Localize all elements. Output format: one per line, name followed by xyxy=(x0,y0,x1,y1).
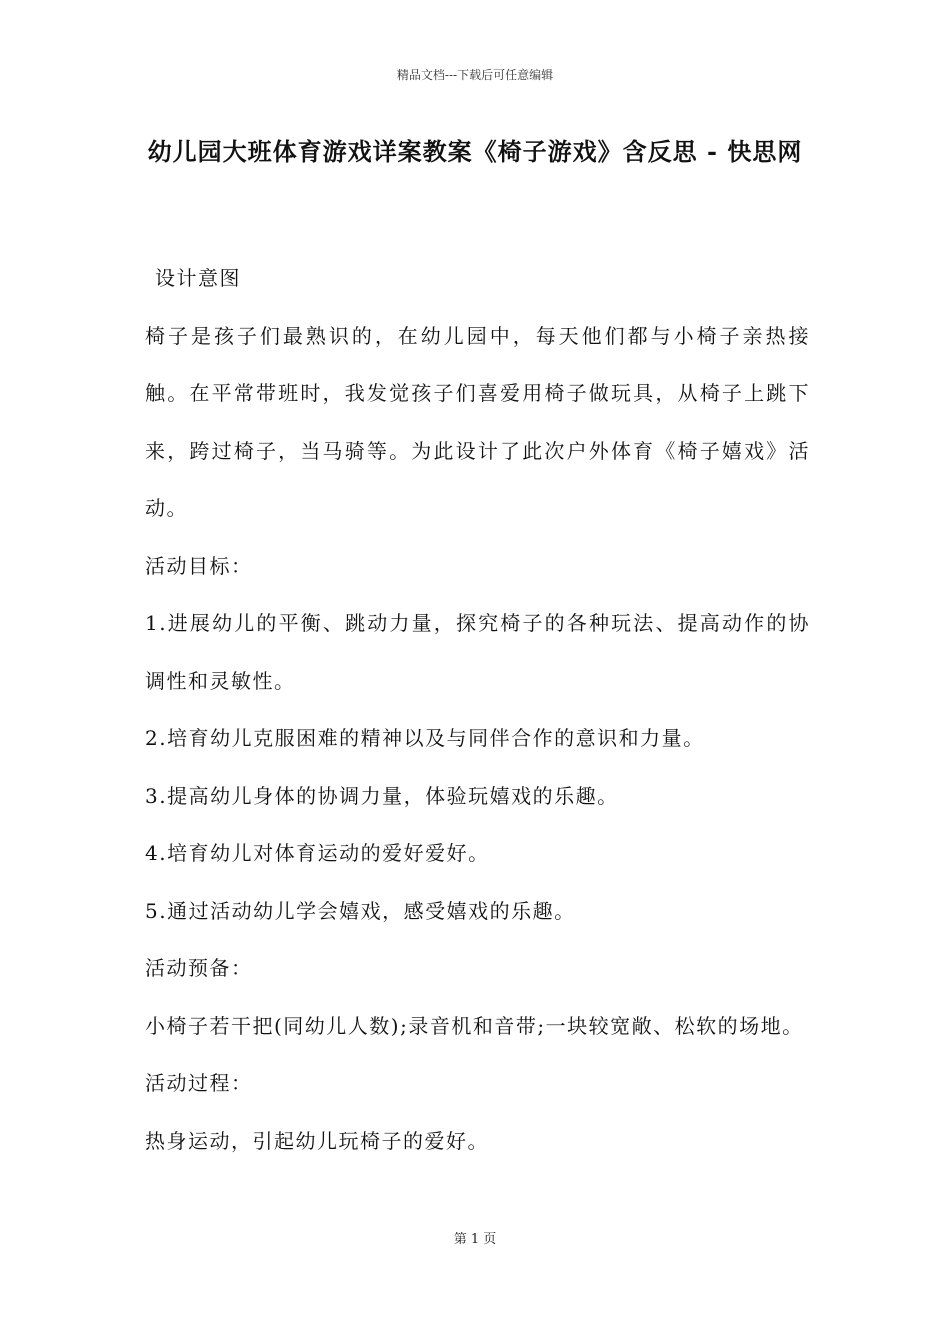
section-heading-design-intent: 设计意图 xyxy=(155,266,241,290)
paragraph-warmup: 热身运动，引起幼儿玩椅子的爱好。 xyxy=(145,1128,489,1153)
paragraph-design-intent: 椅子是孩子们最熟识的，在幼儿园中，每天他们都与小椅子亲热接触。在平常带班时，我发觉孩子们喜爱用椅子做玩具，从椅子上跳下来，跨过椅子，当马骑等。为此设计了此次户外体育《椅子嬉戏》活动。 xyxy=(145,323,810,520)
goal-item-5: 5.通过活动幼儿学会嬉戏，感受嬉戏的乐趣。 xyxy=(145,898,576,923)
paragraph-preparation: 小椅子若干把(同幼儿人数);录音机和音带;一块较宽敞、松软的场地。 xyxy=(145,1013,804,1038)
goal-item-4: 4.培育幼儿对体育运动的爱好爱好。 xyxy=(145,841,490,865)
document-title: 幼儿园大班体育游戏详案教案《椅子游戏》含反思 - 快思网 xyxy=(147,137,803,166)
goal-item-3: 3.提高幼儿身体的协调力量，体验玩嬉戏的乐趣。 xyxy=(145,783,619,808)
goal-item-1: 1.进展幼儿的平衡、跳动力量，探究椅子的各种玩法、提高动作的协调性和灵敏性。 xyxy=(145,611,810,693)
page-number: 第 1 页 xyxy=(453,1232,497,1247)
section-heading-goals: 活动目标： xyxy=(145,553,253,578)
goal-item-2: 2.培育幼儿克服困难的精神以及与同伴合作的意识和力量。 xyxy=(145,726,705,750)
section-heading-process: 活动过程： xyxy=(145,1071,253,1095)
document-body xyxy=(145,250,810,1170)
section-heading-preparation: 活动预备： xyxy=(145,956,253,980)
header-note: 精品文档---下载后可任意编辑 xyxy=(396,68,554,82)
